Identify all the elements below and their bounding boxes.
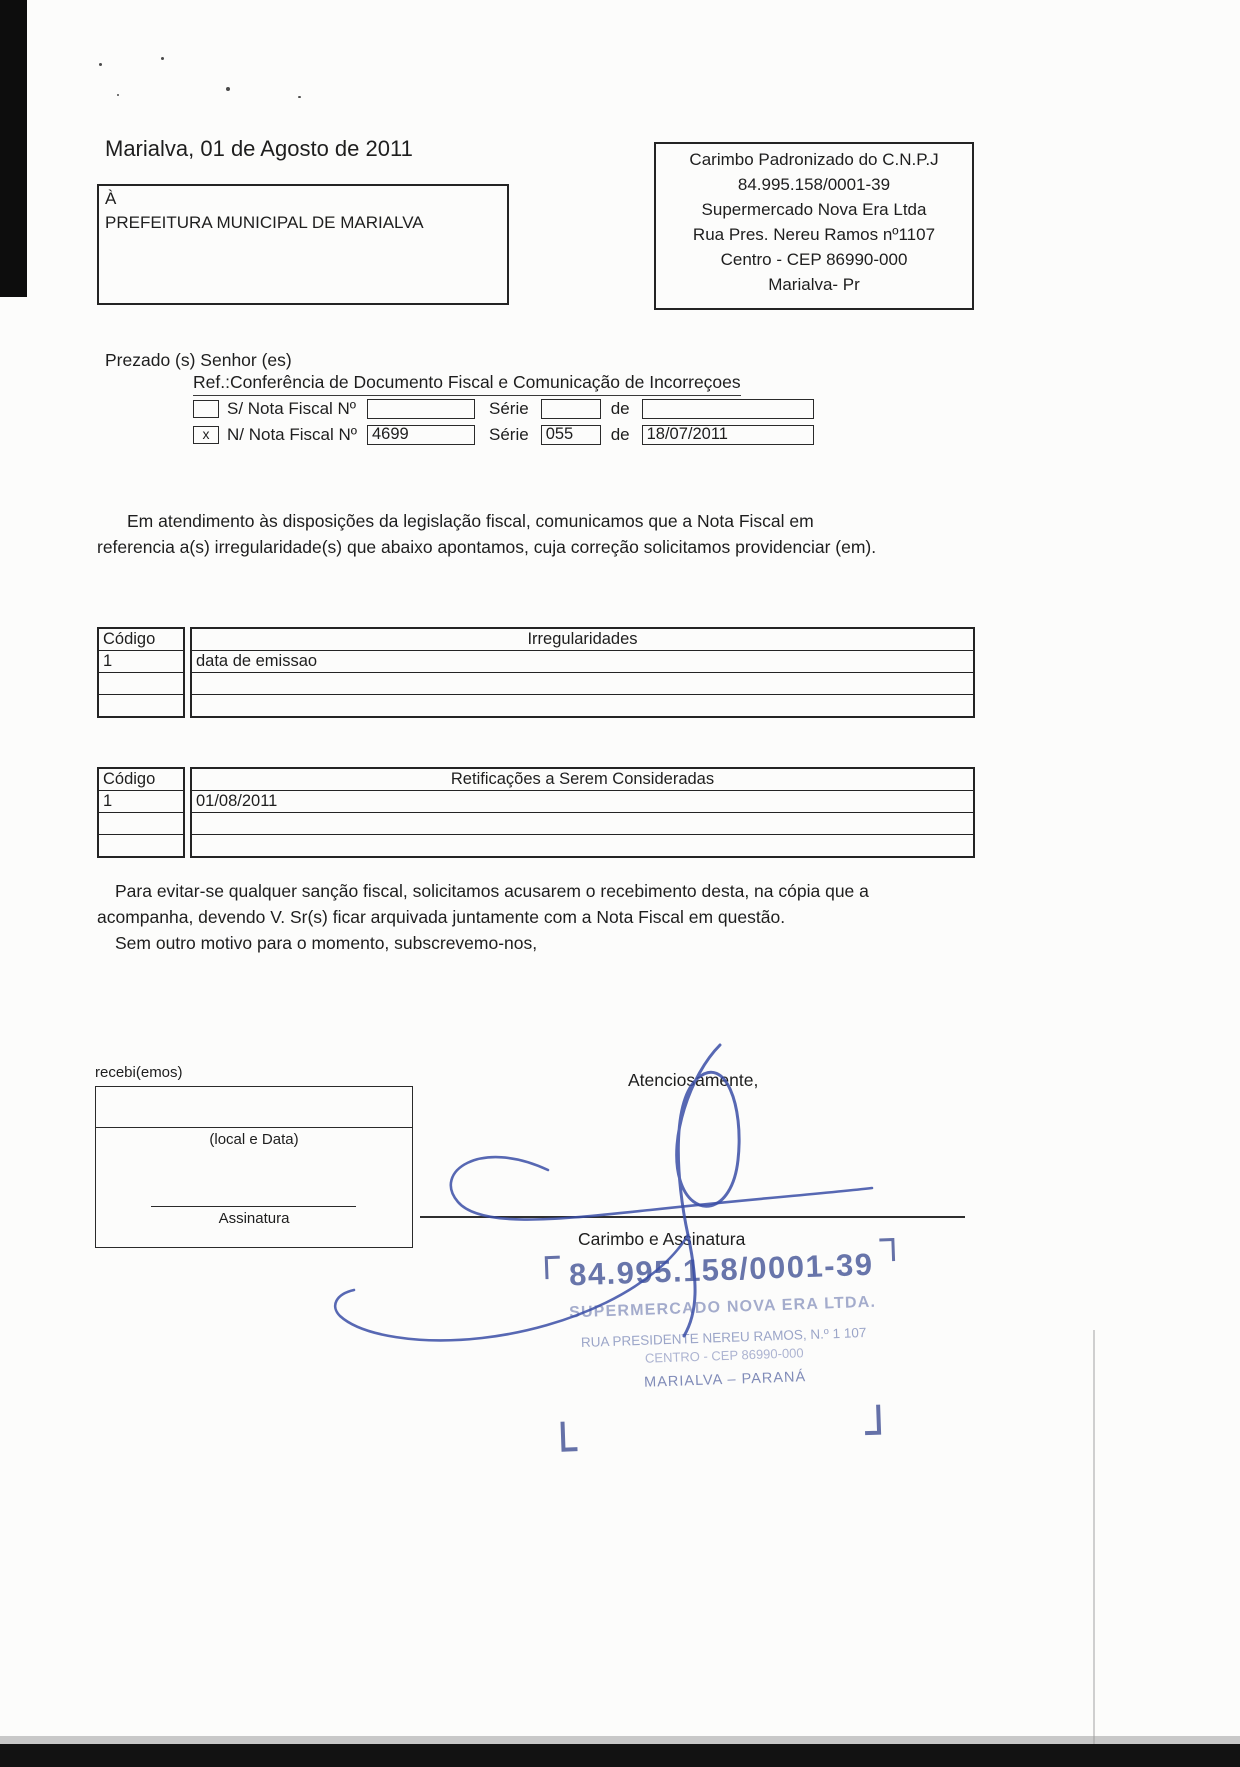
- data-box: 18/07/2011: [642, 425, 814, 445]
- scan-speck: [99, 63, 102, 66]
- retificacoes-header: Retificações a Serem Consideradas: [192, 769, 973, 791]
- scan-speck: [117, 94, 119, 96]
- serie-box: [541, 399, 601, 419]
- irregularidades-column: [190, 627, 975, 718]
- table-cell: [99, 695, 183, 716]
- table-cell: [99, 835, 183, 856]
- local-data-label: (local e Data): [209, 1131, 299, 1148]
- table-cell: [192, 673, 973, 695]
- nota-fiscal-row-s: [193, 397, 814, 421]
- cnpj-stamp-box: [654, 142, 974, 310]
- serie-label: Série: [489, 425, 529, 444]
- scan-speck: [226, 87, 230, 91]
- company-district: Centro - CEP 86990-000: [720, 250, 908, 269]
- table-cell: [99, 813, 183, 835]
- atenciosamente-label: Atenciosamente,: [628, 1070, 759, 1090]
- de-label: de: [610, 399, 630, 418]
- nota-label: N/ Nota Fiscal Nº: [227, 425, 357, 444]
- data-box: [642, 399, 814, 419]
- paragraph-intro: Em atendimento às disposições da legislação fiscal, comunicamos que a Nota Fiscal em referencia a(s) irregularidade(s) que abaixo apontamos, cuja correção solicitamos providenciar (em).: [97, 511, 877, 557]
- receipt-label: recebi(emos): [95, 1064, 183, 1081]
- stamp-bracket-icon: [561, 1421, 578, 1452]
- nota-numero-box: 4699: [367, 425, 475, 445]
- retificacoes-column: [190, 767, 975, 858]
- checkbox-n-nota: x: [193, 426, 219, 444]
- carimbo-assinatura-label: Carimbo e Assinatura: [578, 1229, 746, 1249]
- assinatura-label: Assinatura: [218, 1210, 290, 1227]
- reference-line: Ref.:Conferência de Documento Fiscal e Comunicação de Incorreçoes: [193, 372, 741, 396]
- stamp-district: CENTRO - CEP 86990-000: [644, 1345, 804, 1366]
- scan-edge-left: [0, 0, 27, 297]
- company-name: Supermercado Nova Era Ltda: [701, 200, 927, 219]
- scan-edge-bottom-fade: [0, 1736, 1240, 1744]
- serie-label: Série: [489, 399, 529, 418]
- recipient-box: [97, 184, 509, 305]
- stamp-city: MARIALVA – PARANÁ: [643, 1369, 807, 1391]
- nota-fiscal-row-n: [193, 423, 814, 447]
- serie-box: 055: [541, 425, 601, 445]
- codigo-header: Código: [99, 769, 183, 791]
- nota-label: S/ Nota Fiscal Nº: [227, 399, 357, 418]
- stamp-company: SUPERMERCADO NOVA ERA LTDA.: [568, 1293, 877, 1322]
- cnpj-box-title: Carimbo Padronizado do C.N.P.J: [689, 150, 939, 169]
- scan-fold-line: [1093, 1330, 1095, 1744]
- date-line: Marialva, 01 de Agosto de 2011: [105, 136, 413, 161]
- paragraph-closing: Para evitar-se qualquer sanção fiscal, solicitamos acusarem o recebimento desta, na cópia que a acompanha, devendo V. Sr(s) ficar arquivada juntamente com a Nota Fiscal em questão.: [97, 881, 869, 927]
- recipient-salutation: À: [105, 189, 117, 208]
- table-cell: [192, 695, 973, 716]
- cnpj-number: 84.995.158/0001-39: [737, 175, 891, 194]
- table-cell: [192, 813, 973, 835]
- recipient-name: PREFEITURA MUNICIPAL DE MARIALVA: [105, 213, 424, 232]
- table-cell: 01/08/2011: [192, 791, 973, 813]
- retificacoes-table: [97, 767, 975, 858]
- table-cell: [192, 835, 973, 856]
- company-address: Rua Pres. Nereu Ramos nº1107: [692, 225, 936, 244]
- handwritten-signature: [320, 1020, 890, 1350]
- scan-speck: [298, 96, 301, 98]
- stamp-address: RUA PRESIDENTE NEREU RAMOS, N.º 1 107: [580, 1325, 867, 1350]
- stamp-bracket-icon: [864, 1405, 881, 1436]
- table-cell: data de emissao: [192, 651, 973, 673]
- table-cell: 1: [99, 791, 183, 813]
- irregularidades-table: [97, 627, 975, 718]
- scan-speck: [161, 57, 164, 60]
- table-cell: [99, 673, 183, 695]
- company-city: Marialva- Pr: [768, 275, 860, 294]
- checkbox-s-nota: [193, 400, 219, 418]
- codigo-column: [97, 627, 185, 718]
- irregularidades-header: Irregularidades: [192, 629, 973, 651]
- stamp-cnpj: 84.995.158/0001-39: [568, 1246, 875, 1293]
- paragraph-signoff: Sem outro motivo para o momento, subscrevemo-nos,: [115, 933, 538, 953]
- codigo-column: [97, 767, 185, 858]
- scan-edge-bottom: [0, 1744, 1240, 1767]
- de-label: de: [610, 425, 630, 444]
- table-cell: 1: [99, 651, 183, 673]
- codigo-header: Código: [99, 629, 183, 651]
- greeting: Prezado (s) Senhor (es): [105, 350, 292, 370]
- nota-numero-box: [367, 399, 475, 419]
